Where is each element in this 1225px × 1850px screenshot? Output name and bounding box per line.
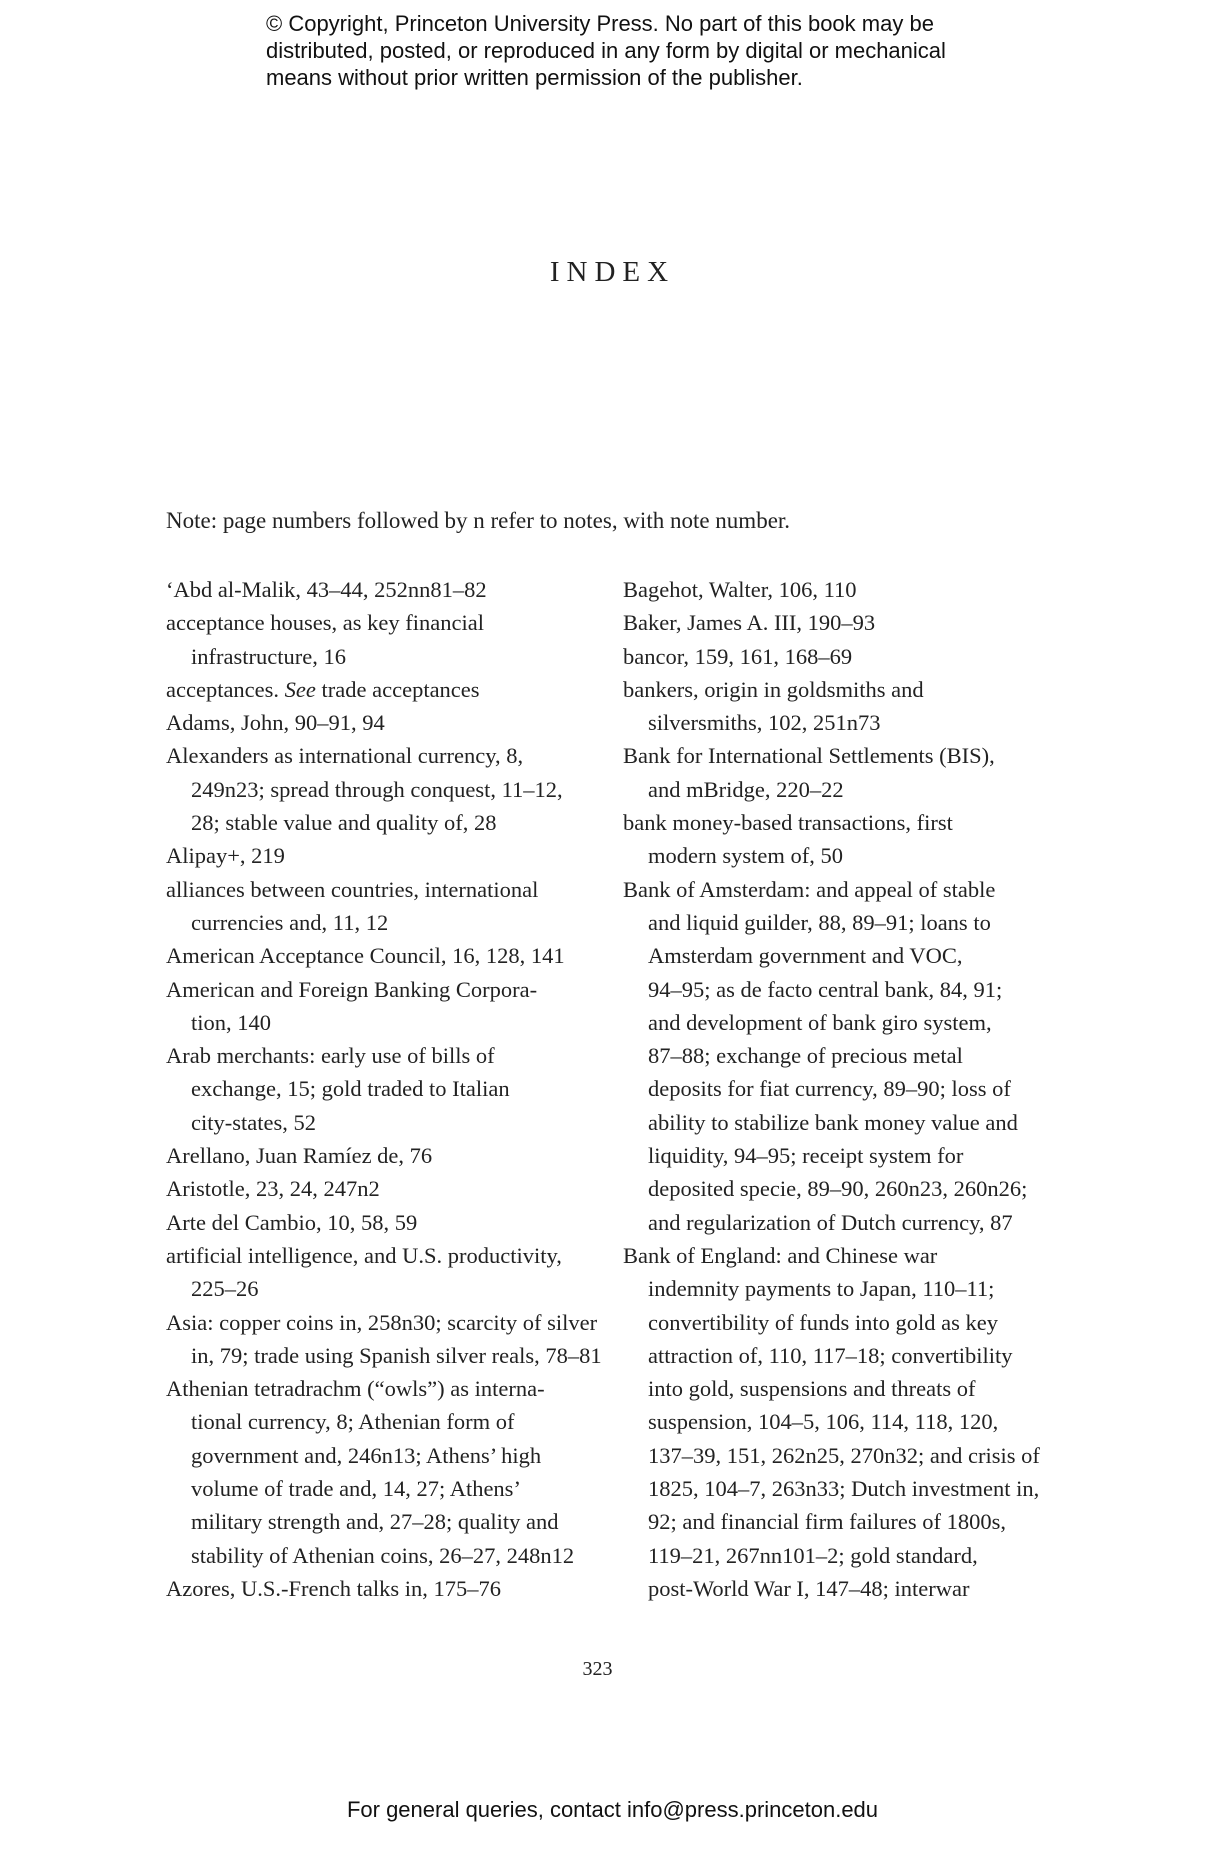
- page-title: INDEX: [549, 256, 676, 288]
- index-entry-line: [166, 673, 616, 706]
- index-entry-line: silversmiths, 102, 251n73: [648, 710, 881, 736]
- index-entry-text: acceptances.: [166, 676, 285, 702]
- index-entry-line: Bank for International Settlements (BIS),: [623, 743, 995, 769]
- copyright-line: means without prior written permission of the publisher.: [266, 65, 803, 90]
- index-entry-line: modern system of, 50: [648, 843, 843, 869]
- index-entry-line: Bank of England: and Chinese war: [623, 1242, 938, 1268]
- index-entry-line: military strength and, 27–28; quality and: [191, 1509, 559, 1535]
- index-note: Note: page numbers followed by n refer to notes, with note number.: [166, 508, 791, 533]
- index-entry-line: bank money-based transactions, first: [623, 810, 953, 836]
- index-entry-text: trade acceptances: [315, 676, 480, 702]
- index-entry-line: Arellano, Juan Ramíez de, 76: [166, 1143, 433, 1169]
- index-entry-line: attraction of, 110, 117–18; convertibility: [648, 1342, 1013, 1368]
- index-entry-line: Bank of Amsterdam: and appeal of stable: [623, 876, 996, 902]
- index-entry-line: tion, 140: [191, 1009, 272, 1035]
- index-entry-line: suspension, 104–5, 106, 114, 118, 120,: [648, 1409, 999, 1435]
- index-entry-line: artificial intelligence, and U.S. productivity,: [166, 1242, 562, 1268]
- index-entry-line: American and Foreign Banking Corpora-: [166, 976, 538, 1002]
- see-reference: See: [284, 676, 316, 702]
- index-entry-line: convertibility of funds into gold as key: [648, 1309, 998, 1335]
- copyright-line: distributed, posted, or reproduced in any form by digital or mechanical: [266, 38, 946, 63]
- index-entry-line: 87–88; exchange of precious metal: [648, 1043, 963, 1069]
- index-entry-line: 137–39, 151, 262n25, 270n32; and crisis of: [648, 1442, 1040, 1468]
- index-entry-line: bancor, 159, 161, 168–69: [623, 643, 853, 669]
- index-entry-line: 249n23; spread through conquest, 11–12,: [191, 776, 563, 802]
- index-entry-line: exchange, 15; gold traded to Italian: [191, 1076, 510, 1102]
- index-entry-line: deposits for fiat currency, 89–90; loss of: [648, 1076, 1011, 1102]
- index-entry-line: Arab merchants: early use of bills of: [166, 1043, 495, 1069]
- index-entry-line: bankers, origin in goldsmiths and: [623, 676, 924, 702]
- copyright-line: © Copyright, Princeton University Press. No part of this book may be: [266, 11, 934, 36]
- index-entry-line: alliances between countries, international: [166, 876, 539, 902]
- index-column-left: [166, 573, 616, 1605]
- index-entry-line: in, 79; trade using Spanish silver reals, 78–81: [191, 1342, 602, 1368]
- index-entry-line: 225–26: [191, 1276, 259, 1302]
- index-entry-line: Bagehot, Walter, 106, 110: [623, 577, 857, 602]
- page-number: 323: [582, 1658, 613, 1680]
- index-entry-line: and mBridge, 220–22: [648, 776, 844, 802]
- footer-contact: For general queries, contact info@press.princeton.edu: [346, 1797, 879, 1822]
- index-entry-line: post-World War I, 147–48; interwar: [648, 1575, 970, 1601]
- index-entry-line: acceptance houses, as key financial: [166, 610, 484, 636]
- index-entry-line: and regularization of Dutch currency, 87: [648, 1209, 1013, 1235]
- index-column-right: [623, 573, 1073, 1605]
- index-entry-line: 119–21, 267nn101–2; gold standard,: [648, 1542, 978, 1568]
- index-entry-line: Alexanders as international currency, 8,: [166, 743, 524, 769]
- copyright-notice: [266, 10, 986, 91]
- index-entry-line: Adams, John, 90–91, 94: [166, 710, 385, 736]
- index-entry-line: Azores, U.S.-French talks in, 175–76: [166, 1575, 501, 1601]
- index-entry-line: ‘Abd al-Malik, 43–44, 252nn81–82: [166, 577, 487, 602]
- index-entry-line: ability to stabilize bank money value and: [648, 1109, 1018, 1135]
- index-entry-line: volume of trade and, 14, 27; Athens’: [191, 1476, 521, 1502]
- index-entry-line: liquidity, 94–95; receipt system for: [648, 1143, 964, 1169]
- index-entry-line: Aristotle, 23, 24, 247n2: [166, 1176, 380, 1202]
- index-entry-line: city-states, 52: [191, 1109, 316, 1135]
- index-entry-line: infrastructure, 16: [191, 643, 346, 669]
- index-entry-line: government and, 246n13; Athens’ high: [191, 1442, 542, 1468]
- index-entry-line: currencies and, 11, 12: [191, 909, 389, 935]
- index-entry-line: tional currency, 8; Athenian form of: [191, 1409, 515, 1435]
- index-entry-line: Asia: copper coins in, 258n30; scarcity of silver: [166, 1309, 598, 1335]
- index-entry-line: Alipay+, 219: [166, 843, 285, 869]
- index-entry-line: 94–95; as de facto central bank, 84, 91;: [648, 976, 1003, 1002]
- index-entry-line: into gold, suspensions and threats of: [648, 1376, 976, 1402]
- index-entry-line: 92; and financial firm failures of 1800s,: [648, 1509, 1007, 1535]
- index-entry-line: American Acceptance Council, 16, 128, 141: [166, 943, 565, 969]
- index-entry-line: and development of bank giro system,: [648, 1009, 992, 1035]
- index-entry-line: Amsterdam government and VOC,: [648, 943, 963, 969]
- index-entry-line: Arte del Cambio, 10, 58, 59: [166, 1209, 418, 1235]
- index-entry-line: Athenian tetradrachm (“owls”) as interna-: [166, 1376, 545, 1402]
- index-entry-line: Baker, James A. III, 190–93: [623, 610, 876, 636]
- index-entry-line: 1825, 104–7, 263n33; Dutch investment in,: [648, 1476, 1040, 1502]
- index-entry-line: and liquid guilder, 88, 89–91; loans to: [648, 909, 991, 935]
- index-entry-line: 28; stable value and quality of, 28: [191, 810, 497, 836]
- index-entry-line: indemnity payments to Japan, 110–11;: [648, 1276, 995, 1302]
- index-entry-line: stability of Athenian coins, 26–27, 248n12: [191, 1542, 575, 1568]
- index-entry-line: deposited specie, 89–90, 260n23, 260n26;: [648, 1176, 1028, 1202]
